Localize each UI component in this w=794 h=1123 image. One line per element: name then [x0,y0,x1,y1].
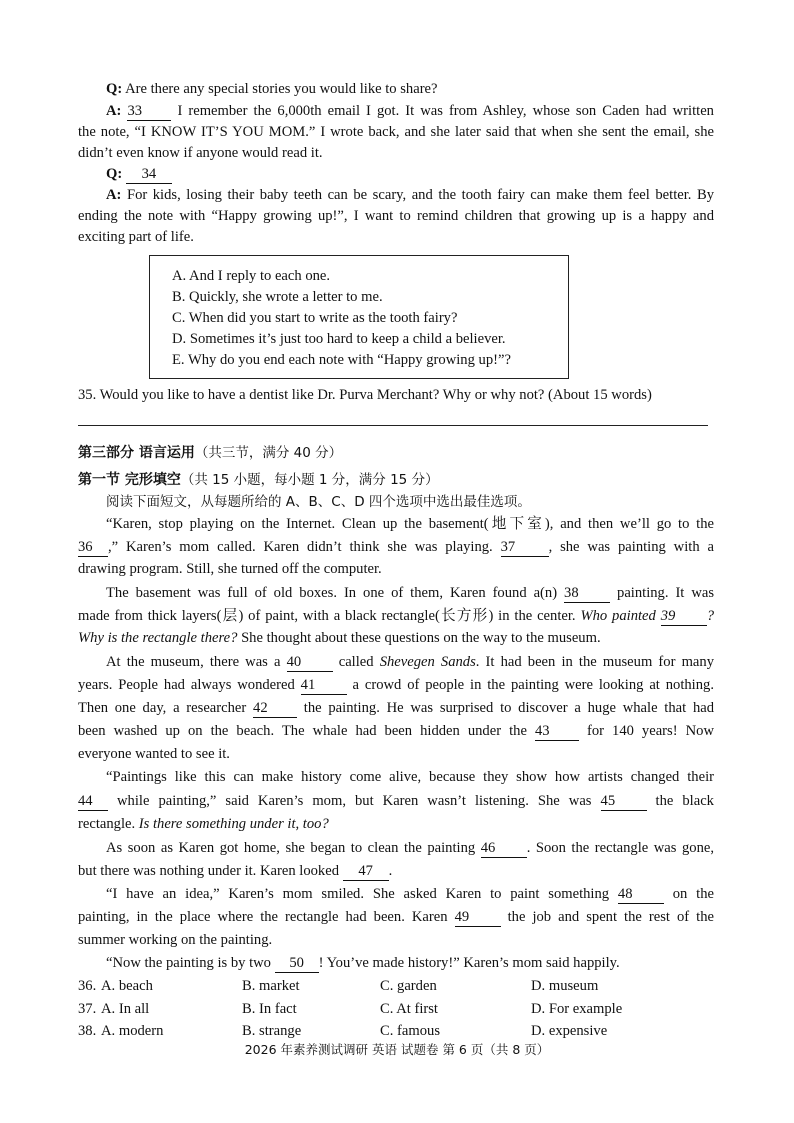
passage-line: painting, in the place where the rectangle had been. Karen 49 the job and spent the rest of the [78,909,714,925]
answer-line: A: 33 I remember the 6,000th email I got. It was from Ashley, whose son Caden had written [106,103,714,119]
passage-line: everyone wanted to see it. [78,746,230,762]
question-35: 35. Would you like to have a dentist like Dr. Purva Merchant? Why or why not? (About 15 words) [78,387,652,403]
option-d: D. Sometimes it’s just too hard to keep a child a believer. [172,331,506,347]
choice-option: D. expensive [531,1023,608,1039]
passage-line: but there was nothing under it. Karen looked 47 . [78,863,393,879]
choice-option: A. In all [101,1001,150,1017]
blank-47: 47 [343,863,389,881]
choice-option: B. strange [242,1023,302,1039]
choice-option: D. For example [531,1001,623,1017]
blank-38: 38 [564,585,610,603]
choice-option: B. market [242,978,300,994]
choice-option: A. modern [101,1023,164,1039]
blank-46: 46 [481,840,527,858]
passage-line: made from thick layers(层) of paint, with a black rectangle(长方形) in the center. Who painted 39 ? [78,608,714,624]
passage-line: 44 while painting,” said Karen’s mom, but Karen wasn’t listening. She was 45 the black [78,793,714,809]
section-heading: 第一节 完形填空（共 15 小题，每小题 1 分，满分 15 分） [78,472,439,488]
option-a: A. And I reply to each one. [172,268,331,284]
passage-line: drawing program. Still, she turned off the computer. [78,561,382,577]
passage-line: “Now the painting is by two 50 ! You’ve made history!” Karen’s mom said happily. [106,955,620,971]
passage-line: Why is the rectangle there? She thought about these questions on the way to the museum. [78,630,601,646]
choice-option: B. In fact [242,1001,297,1017]
blank-34: 34 [126,166,172,184]
answer-line: A: For kids, losing their baby teeth can be scary, and the tooth fairy can make them feel better. By [106,187,714,203]
blank-36: 36 [78,539,108,557]
answer-line: exciting part of life. [78,229,194,245]
option-c: C. When did you start to write as the tooth fairy? [172,310,458,326]
passage-line: years. People had always wondered 41 a crowd of people in the painting were looking at nothing. [78,677,714,693]
passage-line: “I have an idea,” Karen’s mom smiled. She asked Karen to paint something 48 on the [106,886,714,902]
blank-41: 41 [301,677,347,695]
blank-44: 44 [78,793,108,811]
blank-33: 33 [127,103,171,121]
page-footer: 2026 年素养测试调研 英语 试题卷 第 6 页（共 8 页） [244,1042,550,1057]
question-text: Are there any special stories you would like to share? [125,81,438,97]
instruction: 阅读下面短文，从每题所给的 A、B、C、D 四个选项中选出最佳选项。 [106,494,531,510]
passage-line: Then one day, a researcher 42 the painting. He was surprised to discover a huge whale that had [78,700,715,716]
passage-line: “Paintings like this can make history come alive, because they show how artists changed their [106,769,714,785]
blank-43: 43 [535,723,579,741]
passage-line: “Karen, stop playing on the Internet. Clean up the basement(地下室), and then we’ll go to the [106,516,714,532]
blank-39: 39 [661,608,707,626]
blank-45: 45 [601,793,647,811]
blank-40: 40 [287,654,333,672]
blank-50: 50 [275,955,319,973]
option-b: B. Quickly, she wrote a letter to me. [172,289,383,305]
passage-line: rectangle. Is there something under it, too? [78,816,329,832]
blank-37: 37 [501,539,549,557]
choice-option: A. beach [101,978,153,994]
answer-rule [78,425,708,426]
blank-42: 42 [253,700,297,718]
passage-line: been washed up on the beach. The whale had been hidden under the 43 for 140 years! Now [78,723,714,739]
passage-line: The basement was full of old boxes. In one of them, Karen found a(n) 38 painting. It was [106,585,715,601]
choice-number: 38. [78,1023,97,1039]
choice-number: 37. [78,1001,97,1017]
passage-line: At the museum, there was a 40 called Shevegen Sands. It had been in the museum for many [106,654,714,670]
passage-line: summer working on the painting. [78,932,273,948]
question-line: Q: Are there any special stories you would like to share? [106,81,438,97]
passage-line: 36 ,” Karen’s mom called. Karen didn’t think she was playing. 37 , she was painting with a [78,539,714,555]
question-line: Q: 34 [106,164,714,185]
part-heading: 第三部分 语言运用（共三节，满分 40 分） [78,445,343,461]
choice-option: C. garden [380,978,437,994]
answer-line: didn’t even know if anyone would read it. [78,145,323,161]
passage-line: As soon as Karen got home, she began to clean the painting 46 . Soon the rectangle was gone, [106,840,714,856]
choice-option: C. famous [380,1023,440,1039]
answer-line: ending the note with “Happy growing up!”, I want to remind children that growing up is a happy and [78,208,714,224]
answer-line: the note, “I KNOW IT’S YOU MOM.” I wrote back, and she later said that when she sent the email, she [78,124,714,140]
option-e: E. Why do you end each note with “Happy growing up!”? [172,352,511,368]
blank-49: 49 [455,909,501,927]
blank-48: 48 [618,886,664,904]
choice-option: D. museum [531,978,599,994]
choice-number: 36. [78,978,97,994]
choice-option: C. At first [380,1001,438,1017]
